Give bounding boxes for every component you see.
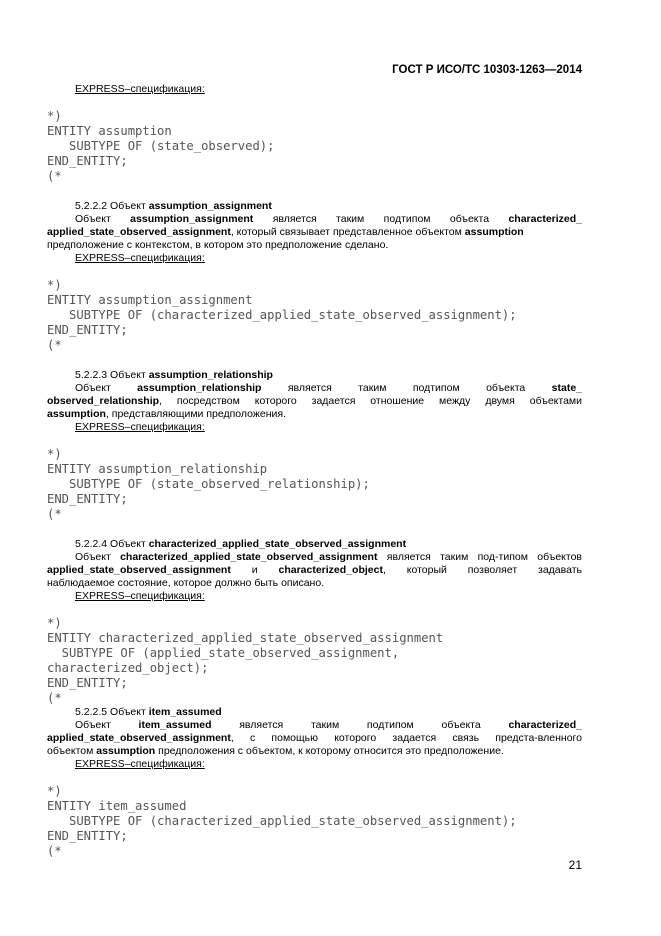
section-text-assumption-assignment: Объект assumption_assignment является таким подтипом объекта characterized_ applied_state_observed_assignment, который связывает представленное объектом assumption предположение с контекстом, в котором это предположение сделано.	[47, 213, 583, 251]
section-text-characterized-assignment: Объект characterized_applied_state_observed_assignment является таким под-типом объектов applied_state_observed_assignment и characterized_object, который позволяет задавать наблюдаемое состояние, которое должно быть описано.	[47, 551, 582, 589]
express-label: EXPRESS–спецификация:	[75, 590, 205, 602]
code-block-assumption-relationship: *) ENTITY assumption_relationship SUBTYPE OF (state_observed_relationship); END_ENTITY; (*	[47, 447, 370, 521]
section-heading-assumption-assignment: 5.2.2.2 Объект assumption_assignment	[75, 200, 272, 212]
express-label: EXPRESS–спецификация:	[75, 421, 205, 433]
document-header: ГОСТ Р ИСО/ТС 10303-1263—2014	[392, 64, 582, 76]
page-number: 21	[568, 858, 582, 872]
code-block-item-assumed: *) ENTITY item_assumed SUBTYPE OF (characterized_applied_state_observed_assignment); END_ENTITY; (*	[47, 784, 517, 858]
section-heading-assumption-relationship: 5.2.2.3 Объект assumption_relationship	[75, 369, 273, 381]
section-heading-characterized-assignment: 5.2.2.4 Объект characterized_applied_state_observed_assignment	[75, 538, 407, 550]
code-block-assumption: *) ENTITY assumption SUBTYPE OF (state_observed); END_ENTITY; (*	[47, 109, 275, 183]
code-block-assumption-assignment: *) ENTITY assumption_assignment SUBTYPE OF (characterized_applied_state_observed_assignment); END_ENTITY; (*	[47, 278, 517, 352]
express-label: EXPRESS–спецификация:	[75, 758, 205, 770]
section-text-item-assumed: Объект item_assumed является таким подтипом объекта characterized_ applied_state_observed_assignment, с помощью которого задается связь предста-вленного объектом assumption предположения с объектом, к которому относится это предположение.	[47, 719, 582, 757]
section-heading-item-assumed: 5.2.2.5 Объект item_assumed	[75, 706, 222, 718]
express-label: EXPRESS–спецификация:	[75, 252, 205, 264]
section-text-assumption-relationship: Объект assumption_relationship является таким подтипом объекта state_ observed_relationship, посредством которого задается отношение между двумя объектами assumption, представляющими предположения.	[47, 382, 582, 420]
document-body	[47, 83, 582, 859]
express-label: EXPRESS–спецификация:	[75, 83, 205, 95]
code-block-characterized-assignment: *) ENTITY characterized_applied_state_observed_assignment SUBTYPE OF (applied_state_observed_assignment, characterized_object); END_ENTITY; (*	[47, 616, 444, 705]
